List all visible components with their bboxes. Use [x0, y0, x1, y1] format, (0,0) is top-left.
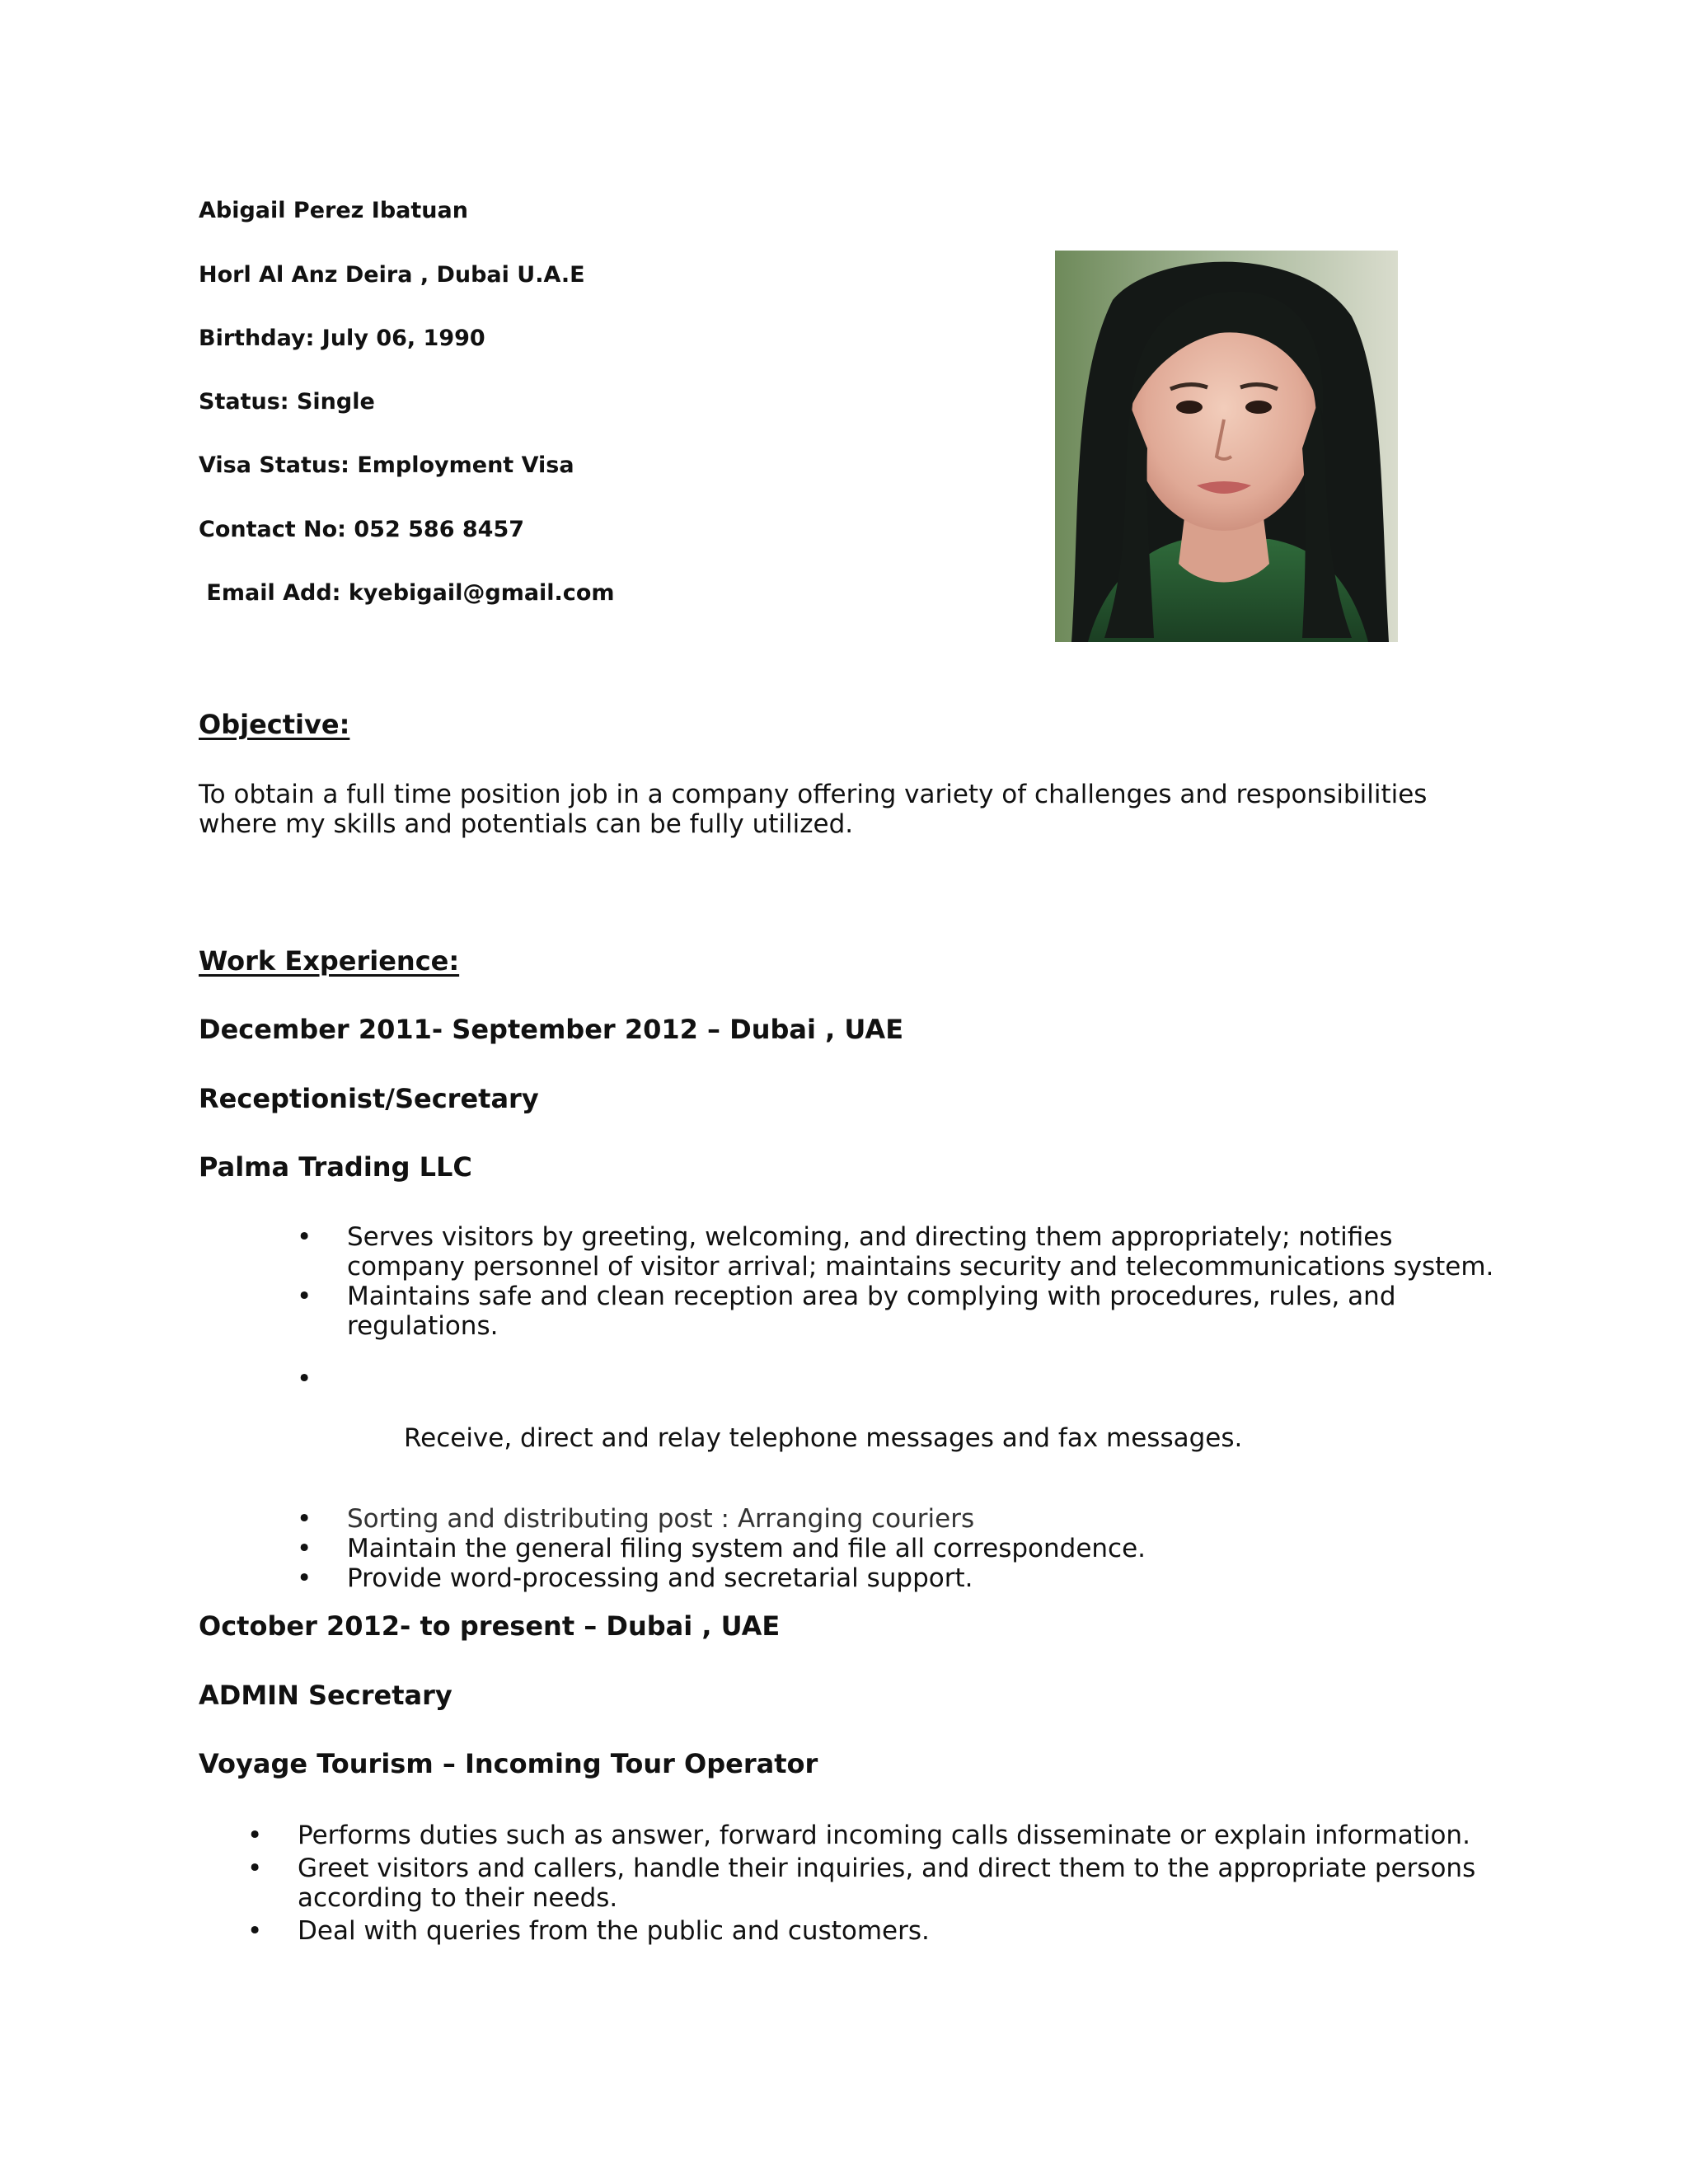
- job-2-duties: [247, 1821, 1501, 1946]
- bullet-icon: •: [247, 1854, 263, 1883]
- job-2-title: ADMIN Secretary: [199, 1680, 452, 1711]
- bullet-icon: •: [297, 1563, 312, 1593]
- duty-text: Performs duties such as answer, forward incoming calls disseminate or explain information.: [298, 1821, 1470, 1850]
- civil-status: Status: Single: [199, 389, 375, 415]
- bullet-icon: •: [297, 1282, 312, 1311]
- address: Horl Al Anz Deira , Dubai U.A.E: [199, 262, 585, 288]
- bullet-icon: •: [297, 1222, 312, 1252]
- job-1-period: December 2011- September 2012 – Dubai , UAE: [199, 1014, 904, 1045]
- duty-text: Maintain the general filing system and file all correspondence.: [347, 1534, 1146, 1563]
- applicant-name: Abigail Perez Ibatuan: [199, 198, 468, 223]
- list-item: [297, 1563, 1501, 1593]
- bullet-icon: •: [247, 1916, 263, 1946]
- birthday: Birthday: July 06, 1990: [199, 326, 485, 351]
- duty-text: Deal with queries from the public and customers.: [298, 1916, 930, 1946]
- job-1-title: Receptionist/Secretary: [199, 1083, 539, 1114]
- bullet-icon: •: [297, 1364, 312, 1394]
- objective-heading: Objective:: [199, 709, 350, 740]
- duty-text: Provide word-processing and secretarial support.: [347, 1563, 973, 1593]
- objective-text: To obtain a full time position job in a company offering variety of challenges and responsibilities where my skills and potentials can be fully utilized.: [199, 780, 1428, 839]
- list-item: [297, 1364, 1501, 1483]
- contact-number: Contact No: 052 586 8457: [199, 517, 525, 542]
- work-experience-heading: Work Experience:: [199, 945, 460, 977]
- list-item: [297, 1534, 1501, 1563]
- profile-photo: [1055, 251, 1398, 642]
- bullet-icon: •: [297, 1504, 312, 1534]
- list-item: [247, 1854, 1501, 1913]
- duty-text: Serves visitors by greeting, welcoming, and directing them appropriately; notifies company personnel of visitor arrival; maintains security and telecommunications system.: [347, 1222, 1494, 1282]
- job-2-company: Voyage Tourism – Incoming Tour Operator: [199, 1748, 818, 1779]
- duty-text: Receive, direct and relay telephone messages and fax messages.: [396, 1423, 1243, 1453]
- job-1-company: Palma Trading LLC: [199, 1151, 472, 1183]
- job-2-period: October 2012- to present – Dubai , UAE: [199, 1610, 781, 1642]
- duty-text: Maintains safe and clean reception area by complying with procedures, rules, and regulations.: [347, 1282, 1396, 1341]
- duty-text: Greet visitors and callers, handle their inquiries, and direct them to the appropriate persons according to their needs.: [298, 1854, 1476, 1913]
- list-item: [297, 1222, 1501, 1282]
- bullet-icon: •: [247, 1821, 263, 1850]
- bullet-icon: •: [297, 1534, 312, 1563]
- visa-status: Visa Status: Employment Visa: [199, 452, 574, 478]
- list-item: [297, 1504, 1501, 1534]
- job-1-duties: [297, 1222, 1501, 1593]
- list-item: [247, 1821, 1501, 1850]
- email-address: Email Add: kyebigail@gmail.com: [199, 580, 615, 606]
- duty-text: Sorting and distributing post : Arranging couriers: [347, 1504, 975, 1534]
- list-item: [297, 1282, 1501, 1341]
- list-item: [247, 1916, 1501, 1946]
